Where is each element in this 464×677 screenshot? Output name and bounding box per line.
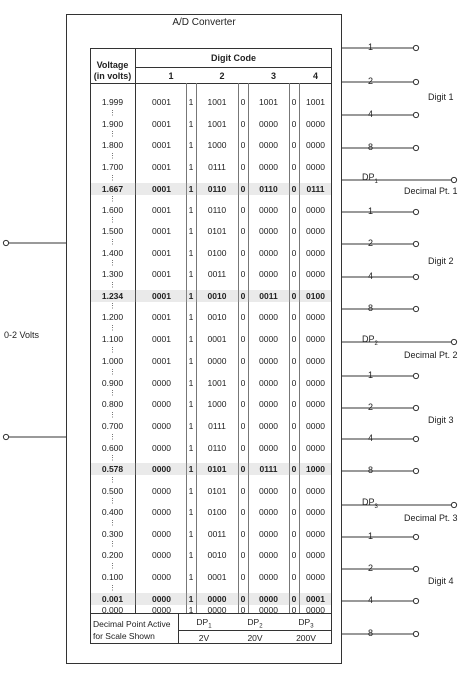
digit-cell: 0110	[207, 443, 227, 453]
dp2-pin-label: $DP_2$	[362, 334, 378, 347]
separator-cell: 1	[188, 97, 194, 107]
voltage-cell: 1.667	[101, 184, 124, 194]
digit-cell: 0000	[259, 507, 278, 517]
separator-cell: 0	[240, 119, 246, 129]
separator-cell: 0	[291, 550, 297, 560]
dp-subscript: 2	[374, 340, 378, 347]
voltage-cell: 0.600	[101, 443, 124, 453]
footer-dp-3: $DP_3$	[298, 617, 314, 630]
digit-cell: 0000	[306, 421, 325, 431]
voltage-cell: 1.500	[101, 226, 124, 236]
separator-cell: 0	[240, 421, 246, 431]
voltage-cell: 1.800	[101, 140, 124, 150]
separator-cell: 0	[240, 312, 246, 322]
separator-cell: 1	[188, 399, 194, 409]
continuation-dots: ⋮	[109, 563, 116, 570]
digit-cell: 0000	[207, 605, 227, 615]
digit-cell: 0000	[152, 550, 171, 560]
digit-cell: 0100	[306, 291, 325, 301]
footer-scale-1: 2V	[198, 633, 210, 643]
digit3-line-4-terminal[interactable]	[413, 436, 418, 441]
digit1-label: Digit 1	[428, 92, 454, 102]
digit2-line-8-terminal[interactable]	[413, 306, 418, 311]
separator-cell: 1	[188, 140, 194, 150]
digit2-label: Digit 2	[428, 256, 454, 266]
continuation-dots: ⋮	[109, 325, 116, 332]
digit-cell: 0000	[259, 605, 278, 615]
separator-cell: 0	[240, 269, 246, 279]
digit-cell: 0001	[152, 226, 171, 236]
input-range-label: 0-2 Volts	[4, 330, 40, 340]
digit-cell: 0111	[208, 421, 226, 431]
separator-cell: 0	[291, 572, 297, 582]
digit4-line-2-terminal[interactable]	[413, 566, 418, 571]
separator-cell: 0	[240, 550, 246, 560]
digit-code-header: Digit Code	[211, 53, 256, 63]
digit-cell: 0000	[207, 356, 227, 366]
continuation-dots: ⋮	[109, 520, 116, 527]
separator-cell: 0	[291, 486, 297, 496]
digit-cell: 0101	[207, 226, 227, 236]
continuation-dots: ⋮	[109, 175, 116, 182]
separator-cell: 0	[240, 184, 246, 194]
separator-cell: 0	[240, 162, 246, 172]
continuation-dots: ⋮	[109, 217, 116, 224]
continuation-dots: ⋮	[109, 347, 116, 354]
digit-cell: 0000	[152, 486, 171, 496]
separator-cell: 0	[240, 378, 246, 388]
separator-cell: 0	[291, 529, 297, 539]
separator-cell: 1	[188, 507, 194, 517]
digit2-line-1-label: 1	[368, 206, 374, 216]
digit-cell: 0000	[306, 605, 325, 615]
voltage-cell: 1.000	[101, 356, 124, 366]
footer-label-2: for Scale Shown	[93, 631, 155, 641]
digit2-line-1-terminal[interactable]	[413, 209, 418, 214]
digit3-label: Digit 3	[428, 415, 454, 425]
separator-cell: 0	[291, 399, 297, 409]
digit1-line-1-terminal[interactable]	[413, 45, 418, 50]
continuation-dots: ⋮	[109, 412, 116, 419]
digit-cell: 0000	[259, 356, 278, 366]
footer-scale-3: 200V	[296, 633, 316, 643]
separator-cell: 0	[240, 529, 246, 539]
digit-cell: 0000	[306, 356, 325, 366]
digit-cell: 0001	[152, 119, 171, 129]
separator-cell: 0	[291, 291, 297, 301]
digit1-line-1-label: 1	[368, 42, 374, 52]
digit1-line-2-terminal[interactable]	[413, 79, 418, 84]
separator-cell: 0	[291, 205, 297, 215]
digit-cell: 0000	[306, 334, 325, 344]
digit-header-3: 3	[270, 71, 276, 81]
digit-cell: 0011	[207, 269, 227, 279]
voltage-unit-header: (in volts)	[93, 71, 132, 81]
digit1-line-2-label: 2	[368, 76, 374, 86]
footer-dp-2: $DP_2$	[247, 617, 263, 630]
digit-cell: 0110	[207, 184, 227, 194]
digit-cell: 0000	[259, 486, 278, 496]
separator-cell: 0	[240, 291, 246, 301]
digit-cell: 0000	[306, 378, 325, 388]
continuation-dots: ⋮	[109, 260, 116, 267]
digit4-label: Digit 4	[428, 576, 454, 586]
continuation-dots: ⋮	[109, 434, 116, 441]
digit-cell: 0111	[208, 162, 226, 172]
digit-cell: 0000	[306, 312, 325, 322]
digit-cell: 0100	[207, 248, 227, 258]
separator-cell: 1	[188, 205, 194, 215]
digit-cell: 0000	[259, 205, 278, 215]
digit1-line-8-terminal[interactable]	[413, 145, 418, 150]
continuation-dots: ⋮	[109, 498, 116, 505]
converter-title: A/D Converter	[172, 17, 236, 28]
footer-scale-2: 20V	[247, 633, 263, 643]
digit-cell: 0000	[152, 399, 171, 409]
separator-cell: 1	[188, 162, 194, 172]
digit4-line-4-terminal[interactable]	[413, 598, 418, 603]
separator-cell: 1	[188, 269, 194, 279]
digit-cell: 0000	[259, 334, 278, 344]
digit-cell: 0000	[259, 269, 278, 279]
separator-cell: 0	[291, 269, 297, 279]
digit-cell: 0001	[152, 356, 171, 366]
digit-cell: 1001	[306, 97, 325, 107]
voltage-cell: 1.234	[101, 291, 124, 301]
digit1-line-4-terminal[interactable]	[413, 112, 418, 117]
dp-subscript: 1	[374, 178, 378, 185]
continuation-dots: ⋮	[109, 477, 116, 484]
digit-cell: 0001	[152, 205, 171, 215]
footer-dp-1: $DP_1$	[196, 617, 212, 630]
digit-cell: 0101	[207, 464, 227, 474]
digit3-line-1-label: 1	[368, 370, 374, 380]
digit-cell: 0000	[152, 464, 171, 474]
separator-cell: 0	[291, 140, 297, 150]
separator-cell: 0	[240, 356, 246, 366]
voltage-cell: 0.900	[101, 378, 124, 388]
digit-cell: 0000	[152, 507, 171, 517]
digit4-line-8-terminal[interactable]	[413, 631, 418, 636]
separator-cell: 0	[240, 605, 246, 615]
digit-cell: 0011	[259, 291, 278, 301]
separator-cell: 0	[240, 486, 246, 496]
digit-header-1: 1	[168, 71, 174, 81]
voltage-cell: 1.300	[101, 269, 124, 279]
digit-cell: 0000	[259, 443, 278, 453]
digit-cell: 0001	[152, 162, 171, 172]
digit-cell: 0000	[306, 443, 325, 453]
dp3-pin-label: $DP_3$	[362, 497, 378, 510]
digit-cell: 0000	[259, 529, 278, 539]
digit1-line-8-label: 8	[368, 142, 374, 152]
digit-cell: 0000	[152, 421, 171, 431]
digit-cell: 0010	[207, 291, 227, 301]
separator-cell: 0	[291, 464, 297, 474]
voltage-cell: 0.000	[101, 605, 124, 615]
digit-cell: 0010	[207, 312, 227, 322]
digit4-line-4-label: 4	[368, 595, 374, 605]
dp1-terminal[interactable]	[451, 177, 456, 182]
digit-cell: 0001	[152, 269, 171, 279]
dp3-terminal[interactable]	[451, 502, 456, 507]
digit-cell: 0111	[259, 464, 278, 474]
separator-cell: 1	[188, 443, 194, 453]
digit-cell: 0100	[207, 507, 227, 517]
separator-cell: 1	[188, 184, 194, 194]
digit-cell: 0000	[152, 605, 171, 615]
separator-cell: 0	[291, 443, 297, 453]
voltage-cell: 0.300	[101, 529, 124, 539]
continuation-dots: ⋮	[109, 585, 116, 592]
digit-cell: 0000	[259, 248, 278, 258]
digit-cell: 0000	[152, 572, 171, 582]
digit3-line-4-label: 4	[368, 433, 374, 443]
voltage-header: Voltage	[96, 60, 129, 70]
separator-cell: 1	[188, 248, 194, 258]
digit-cell: 0000	[306, 226, 325, 236]
digit-cell: 0011	[207, 529, 227, 539]
separator-cell: 0	[240, 205, 246, 215]
dp2-terminal[interactable]	[451, 339, 456, 344]
digit-cell: 1001	[259, 97, 278, 107]
voltage-cell: 0.200	[101, 550, 124, 560]
dp1-pin-label: $DP_1$	[362, 172, 378, 185]
digit-cell: 0000	[306, 550, 325, 560]
digit2-line-2-terminal[interactable]	[413, 241, 418, 246]
digit-cell: 0000	[306, 507, 325, 517]
continuation-dots: ⋮	[109, 541, 116, 548]
voltage-cell: 1.700	[101, 162, 124, 172]
separator-cell: 0	[240, 464, 246, 474]
digit-cell: 0001	[152, 97, 171, 107]
dp-subscript: 2	[259, 623, 263, 630]
digit-cell: 0000	[306, 269, 325, 279]
separator-cell: 0	[291, 226, 297, 236]
separator-cell: 1	[188, 464, 194, 474]
separator-cell: 1	[188, 334, 194, 344]
digit-cell: 0001	[152, 140, 171, 150]
digit-cell: 0000	[259, 594, 278, 604]
digit-cell: 0000	[306, 486, 325, 496]
separator-cell: 1	[188, 550, 194, 560]
digit-cell: 0010	[207, 550, 227, 560]
separator-cell: 0	[291, 162, 297, 172]
separator-cell: 0	[240, 572, 246, 582]
voltage-cell: 1.400	[101, 248, 124, 258]
digit-cell: 1000	[207, 399, 227, 409]
digit4-line-2-label: 2	[368, 563, 374, 573]
separator-cell: 0	[240, 140, 246, 150]
dp-subscript: 1	[208, 623, 212, 630]
continuation-dots: ⋮	[109, 239, 116, 246]
voltage-cell: 0.001	[101, 594, 124, 604]
separator-cell: 1	[188, 594, 194, 604]
separator-cell: 1	[188, 572, 194, 582]
digit-cell: 0000	[152, 443, 171, 453]
digit-cell: 0000	[259, 140, 278, 150]
digit-cell: 0000	[259, 572, 278, 582]
separator-cell: 0	[291, 421, 297, 431]
digit-header-2: 2	[219, 71, 225, 81]
digit4-line-8-label: 8	[368, 628, 374, 638]
separator-cell: 1	[188, 119, 194, 129]
digit-cell: 0001	[207, 572, 227, 582]
digit-cell: 0000	[259, 312, 278, 322]
continuation-dots: ⋮	[109, 369, 116, 376]
digit-cell: 0101	[207, 486, 227, 496]
digit2-line-4-terminal[interactable]	[413, 274, 418, 279]
digit-cell: 0000	[259, 378, 278, 388]
separator-cell: 0	[291, 248, 297, 258]
voltage-cell: 0.800	[101, 399, 124, 409]
digit-cell: 0001	[152, 184, 171, 194]
digit3-line-2-terminal[interactable]	[413, 405, 418, 410]
digit-cell: 1000	[306, 464, 325, 474]
digit3-line-8-label: 8	[368, 465, 374, 475]
separator-cell: 1	[188, 486, 194, 496]
digit-cell: 0000	[306, 140, 325, 150]
digit2-line-8-label: 8	[368, 303, 374, 313]
digit-cell: 0000	[259, 421, 278, 431]
continuation-dots: ⋮	[109, 455, 116, 462]
digit-cell: 0000	[306, 529, 325, 539]
digit-cell: 0000	[306, 399, 325, 409]
separator-cell: 0	[291, 119, 297, 129]
footer-label-1: Decimal Point Active	[93, 619, 171, 629]
digit4-line-1-terminal[interactable]	[413, 534, 418, 539]
digit2-line-2-label: 2	[368, 238, 374, 248]
dp-subscript: 3	[310, 623, 314, 630]
digit-cell: 0000	[306, 572, 325, 582]
separator-cell: 0	[240, 399, 246, 409]
digit-cell: 0000	[259, 399, 278, 409]
input-terminal-bottom[interactable]	[3, 434, 8, 439]
digit-cell: 0001	[152, 312, 171, 322]
separator-cell: 0	[240, 507, 246, 517]
separator-cell: 0	[291, 184, 297, 194]
digit-cell: 0000	[306, 119, 325, 129]
digit-cell: 0110	[259, 184, 278, 194]
continuation-dots: ⋮	[109, 110, 116, 117]
digit-cell: 0000	[259, 550, 278, 560]
digit-cell: 1000	[207, 140, 227, 150]
dp3-label: Decimal Pt. 3	[404, 513, 458, 523]
digit-cell: 1001	[207, 97, 227, 107]
digit-cell: 0000	[152, 529, 171, 539]
digit-cell: 0000	[259, 226, 278, 236]
separator-cell: 0	[291, 605, 297, 615]
separator-cell: 0	[291, 97, 297, 107]
digit-cell: 1001	[207, 378, 227, 388]
separator-cell: 0	[291, 334, 297, 344]
digit-cell: 0000	[207, 594, 227, 604]
dp2-label: Decimal Pt. 2	[404, 350, 458, 360]
voltage-cell: 0.500	[101, 486, 124, 496]
continuation-dots: ⋮	[109, 153, 116, 160]
separator-cell: 0	[291, 594, 297, 604]
digit-cell: 0110	[207, 205, 227, 215]
voltage-cell: 1.900	[101, 119, 124, 129]
separator-cell: 0	[240, 97, 246, 107]
digit-cell: 0000	[259, 119, 278, 129]
separator-cell: 0	[240, 248, 246, 258]
separator-cell: 1	[188, 605, 194, 615]
digit3-line-1-terminal[interactable]	[413, 373, 418, 378]
digit-cell: 0000	[152, 378, 171, 388]
digit-cell: 0001	[152, 334, 171, 344]
digit-cell: 0000	[259, 162, 278, 172]
digit3-line-8-terminal[interactable]	[413, 468, 418, 473]
separator-cell: 0	[240, 443, 246, 453]
continuation-dots: ⋮	[109, 303, 116, 310]
separator-cell: 0	[291, 507, 297, 517]
voltage-cell: 1.600	[101, 205, 124, 215]
digit-cell: 0001	[306, 594, 325, 604]
digit-cell: 0001	[207, 334, 227, 344]
voltage-cell: 1.100	[101, 334, 124, 344]
separator-cell: 0	[291, 378, 297, 388]
digit-cell: 0001	[152, 248, 171, 258]
digit-cell: 0111	[306, 184, 325, 194]
separator-cell: 0	[240, 226, 246, 236]
dp-subscript: 3	[374, 503, 378, 510]
voltage-cell: 0.100	[101, 572, 124, 582]
separator-cell: 1	[188, 378, 194, 388]
separator-cell: 1	[188, 529, 194, 539]
voltage-cell: 1.200	[101, 312, 124, 322]
digit4-line-1-label: 1	[368, 531, 374, 541]
separator-cell: 0	[240, 334, 246, 344]
separator-cell: 1	[188, 421, 194, 431]
digit-cell: 1001	[207, 119, 227, 129]
voltage-cell: 0.578	[101, 464, 124, 474]
dp1-label: Decimal Pt. 1	[404, 186, 458, 196]
voltage-cell: 1.999	[101, 97, 124, 107]
separator-cell: 1	[188, 312, 194, 322]
voltage-cell: 0.700	[101, 421, 124, 431]
continuation-dots: ⋮	[109, 131, 116, 138]
digit-cell: 0000	[306, 248, 325, 258]
continuation-dots: ⋮	[109, 282, 116, 289]
digit-cell: 0000	[306, 162, 325, 172]
digit2-line-4-label: 4	[368, 271, 374, 281]
digit-header-4: 4	[312, 71, 318, 81]
separator-cell: 0	[291, 312, 297, 322]
separator-cell: 0	[291, 356, 297, 366]
separator-cell: 0	[240, 594, 246, 604]
digit-cell: 0000	[306, 205, 325, 215]
separator-cell: 1	[188, 291, 194, 301]
digit-cell: 0001	[152, 291, 171, 301]
digit-cell: 0000	[152, 594, 171, 604]
continuation-dots: ⋮	[109, 196, 116, 203]
digit1-line-4-label: 4	[368, 109, 374, 119]
voltage-cell: 0.400	[101, 507, 124, 517]
input-terminal-top[interactable]	[3, 240, 8, 245]
digit3-line-2-label: 2	[368, 402, 374, 412]
separator-cell: 1	[188, 226, 194, 236]
separator-cell: 1	[188, 356, 194, 366]
continuation-dots: ⋮	[109, 390, 116, 397]
